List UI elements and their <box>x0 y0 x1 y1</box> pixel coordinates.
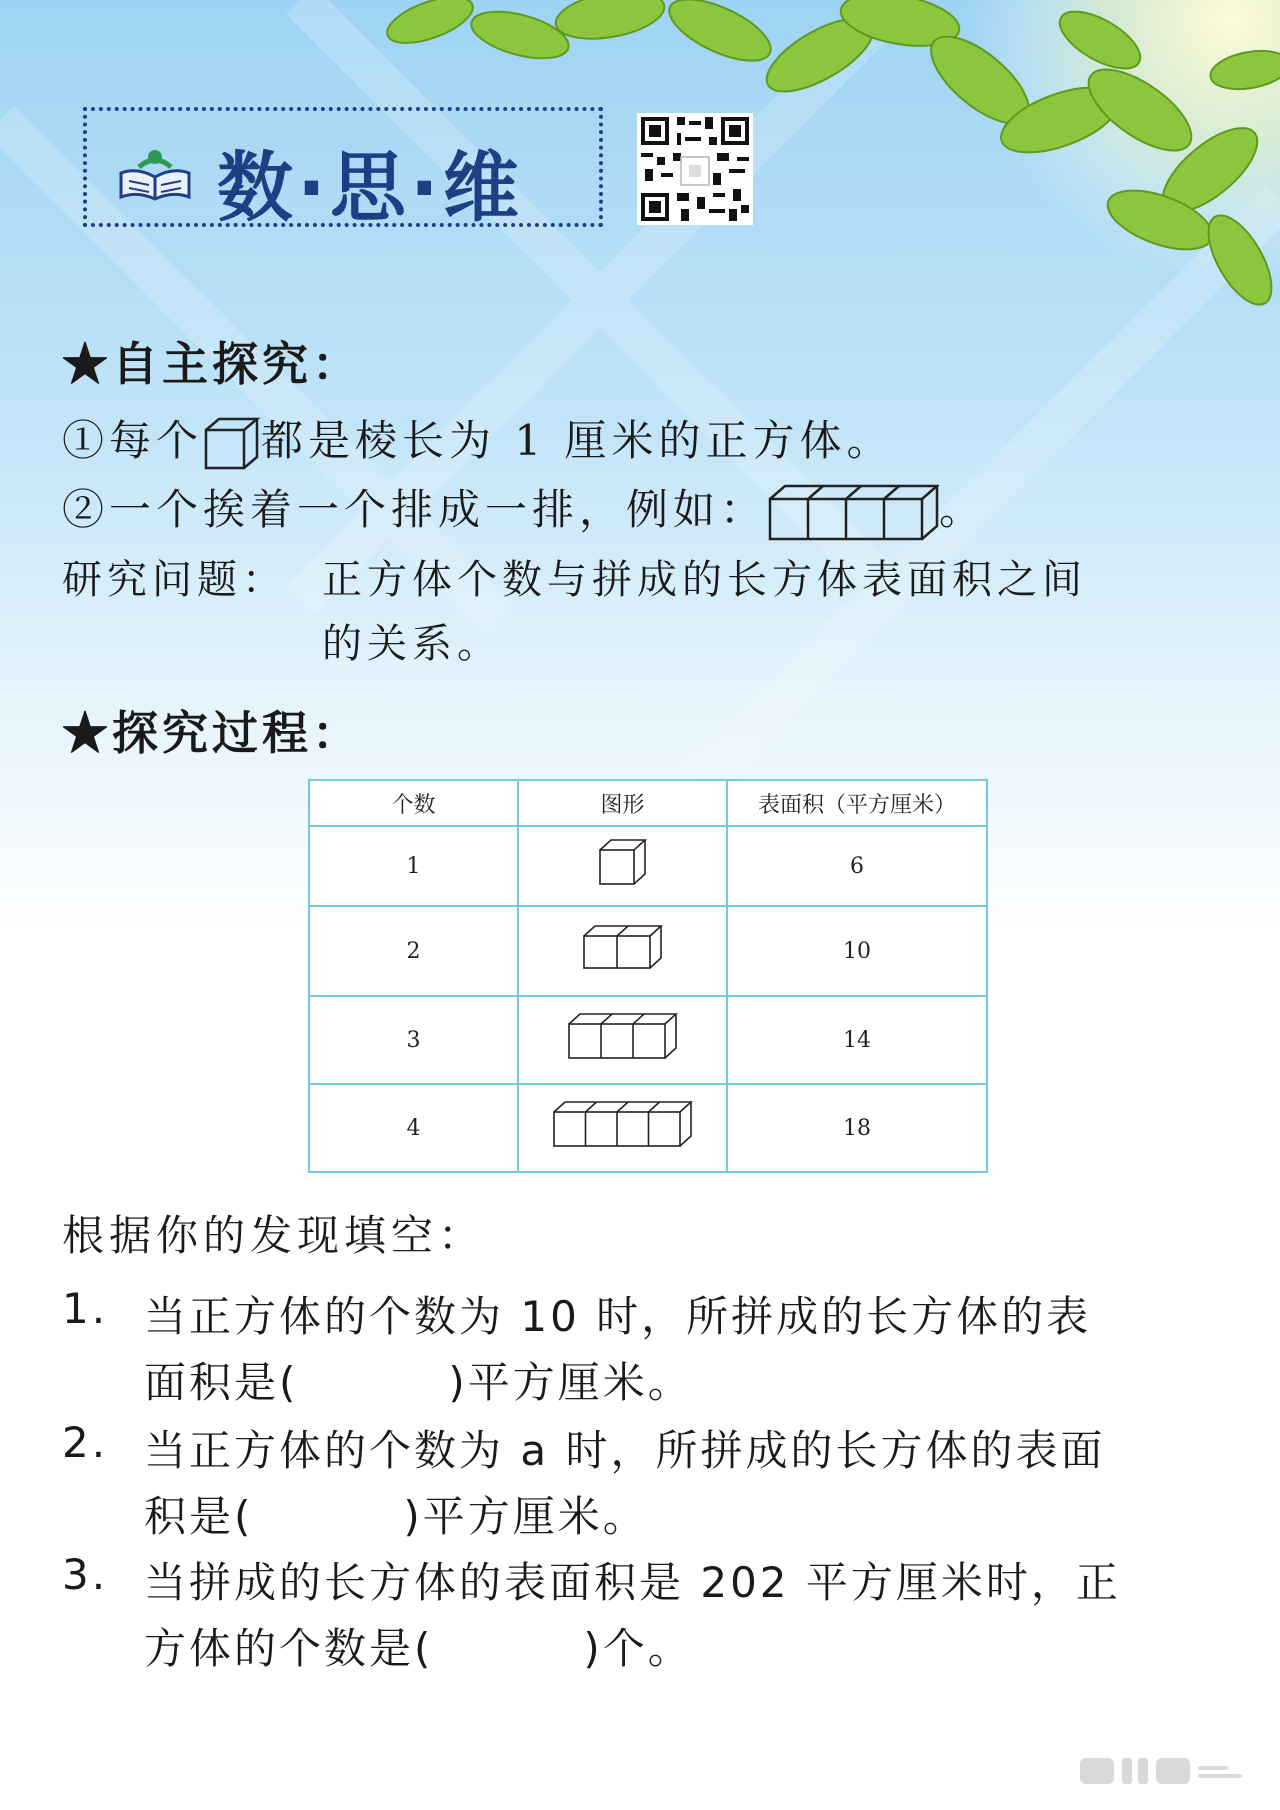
cell-area: 14 <box>727 996 987 1084</box>
question-1-text-b: )平方厘米。 <box>448 1358 693 1407</box>
table-header-row <box>309 780 987 826</box>
one-cube-figure <box>597 838 649 888</box>
two-cubes-figure <box>581 924 665 972</box>
question-1-line2 <box>144 1350 693 1410</box>
question-2-line2 <box>144 1484 648 1544</box>
data-table <box>308 779 988 1173</box>
cell-area: 10 <box>727 906 987 996</box>
section-heading-explore: ★自主探究： <box>62 337 362 391</box>
four-cubes-figure <box>551 1100 695 1150</box>
header-shape: 图形 <box>518 780 727 826</box>
question-2-text-b: )平方厘米。 <box>403 1492 648 1541</box>
question-3-text-a: 方体的个数是( <box>144 1624 434 1673</box>
page-title: 数·思·维 <box>217 143 523 232</box>
cell-area: 18 <box>727 1084 987 1172</box>
question-1-number: 1. <box>62 1284 109 1333</box>
research-question-line1: 正方体个数与拼成的长方体表面积之间 <box>322 557 1087 603</box>
cell-shape <box>518 906 727 996</box>
question-3-number: 3. <box>62 1550 109 1599</box>
item-1-prefix: ①每个 <box>62 416 204 465</box>
question-2-text-a: 积是( <box>144 1492 254 1541</box>
qr-code-icon[interactable] <box>637 113 753 225</box>
question-2-line1: 当正方体的个数为 a 时，所拼成的长方体的表面 <box>144 1426 1106 1475</box>
cell-count: 3 <box>309 996 518 1084</box>
four-cubes-row-icon <box>767 483 939 543</box>
header-count: 个数 <box>309 780 518 826</box>
research-question-line2: 的关系。 <box>322 621 502 667</box>
book-logo-icon <box>117 143 193 203</box>
watermark-icon <box>1080 1754 1250 1788</box>
three-cubes-figure <box>566 1012 680 1062</box>
table-row <box>309 906 987 996</box>
question-1-line1: 当正方体的个数为 10 时，所拼成的长方体的表 <box>144 1292 1092 1341</box>
cell-shape <box>518 1084 727 1172</box>
question-3-line1: 当拼成的长方体的表面积是 202 平方厘米时，正 <box>144 1558 1121 1607</box>
item-2-prefix: ②一个挨着一个排成一排，例如： <box>62 485 768 534</box>
table-row <box>309 826 987 906</box>
cell-shape <box>518 996 727 1084</box>
item-1 <box>62 408 893 472</box>
cell-shape <box>518 826 727 906</box>
item-2 <box>62 477 986 543</box>
cell-count: 2 <box>309 906 518 996</box>
header-area: 表面积（平方厘米） <box>727 780 987 826</box>
section-heading-process: ★探究过程： <box>62 706 362 760</box>
item-2-suffix: 。 <box>939 485 987 534</box>
single-cube-icon <box>203 416 261 472</box>
cell-area: 6 <box>727 826 987 906</box>
fill-intro: 根据你的发现填空： <box>62 1211 486 1260</box>
cell-count: 4 <box>309 1084 518 1172</box>
question-3-line2 <box>144 1616 693 1676</box>
question-2-number: 2. <box>62 1418 109 1467</box>
table-row <box>309 996 987 1084</box>
question-3-text-b: )个。 <box>583 1624 693 1673</box>
item-1-suffix: 都是棱长为 1 厘米的正方体。 <box>261 416 894 465</box>
title-box <box>83 107 603 232</box>
question-1-text-a: 面积是( <box>144 1358 299 1407</box>
cell-count: 1 <box>309 826 518 906</box>
research-question-label: 研究问题： <box>62 557 287 603</box>
table-row <box>309 1084 987 1172</box>
